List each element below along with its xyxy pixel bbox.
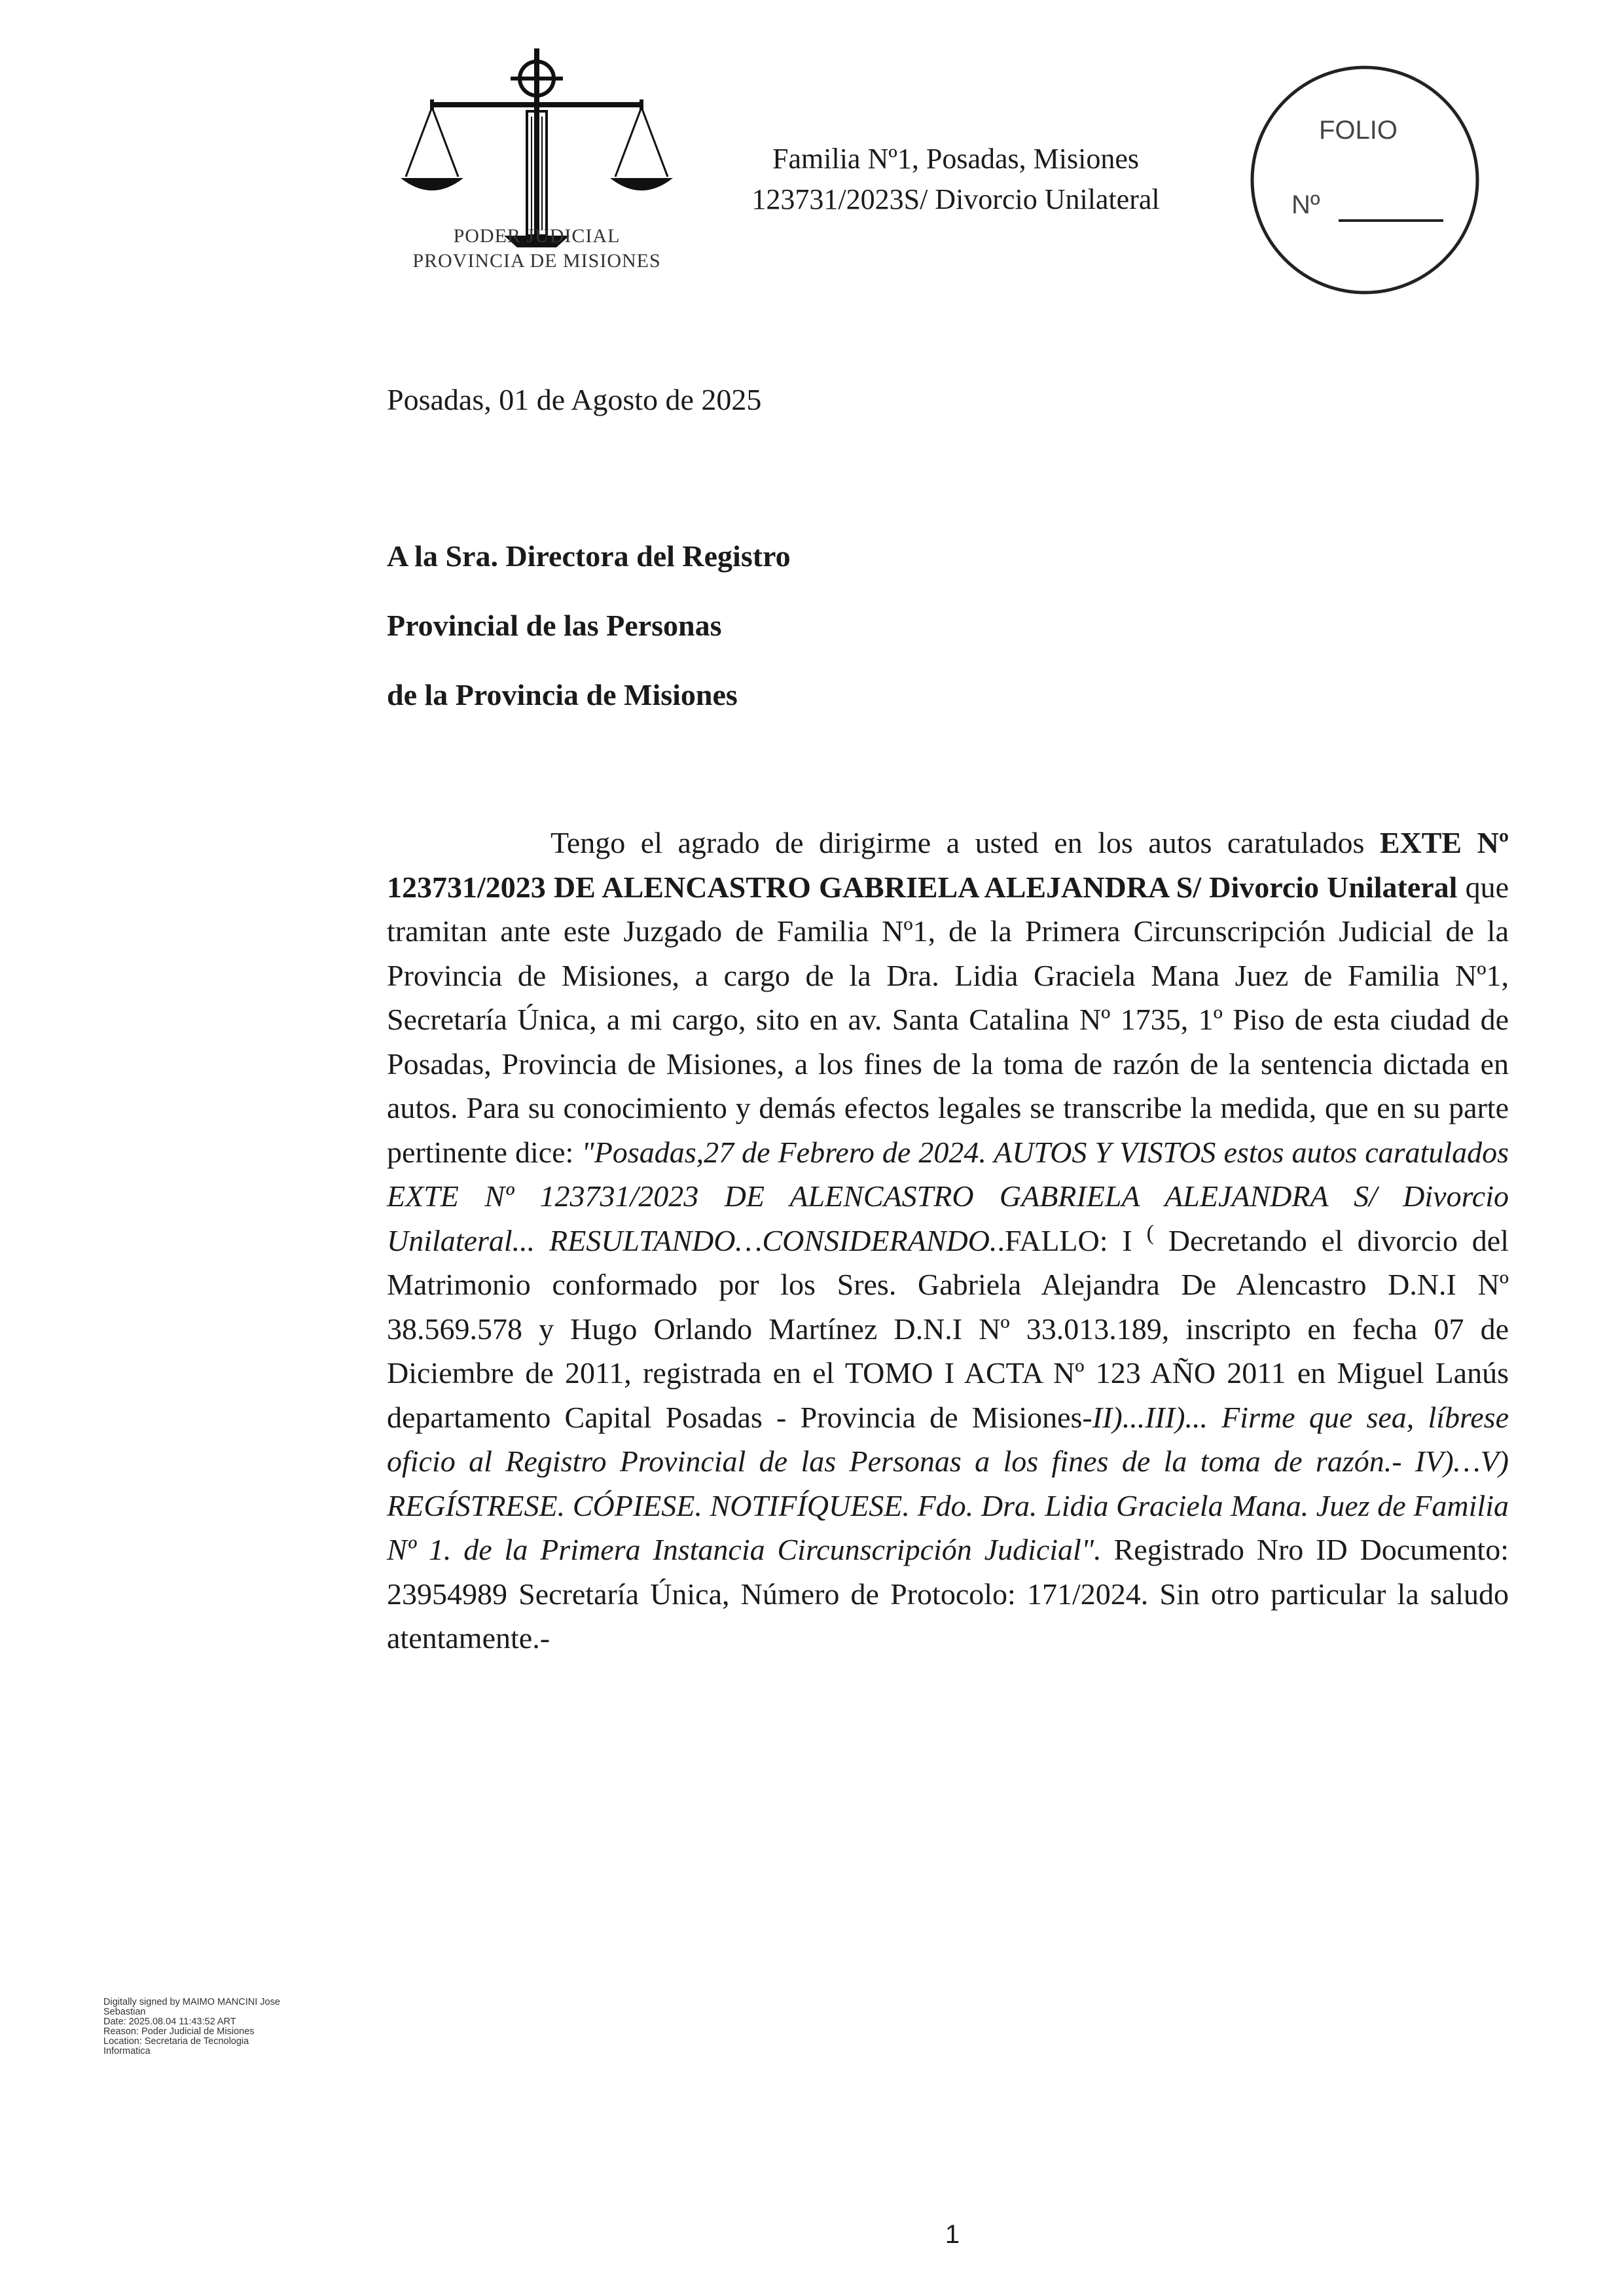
logo-line-2: PROVINCIA DE MISIONES	[412, 250, 661, 272]
case-header-court: Familia Nº1, Posadas, Misiones	[772, 143, 1139, 175]
signature-location-cont: Informatica	[103, 2046, 151, 2056]
body-divorce-decree: Decretando el divorcio del Matrimonio conformado por los Sres. Gabriela Alejandra De Alencastro D.N.I Nº 38.569.578 y Hugo Orlando Martínez D.N.I Nº 33.013.189, inscripto en fecha 07 de Diciembre de 2011, registrada en el TOMO I ACTA Nº 123 AÑO 2011 en Miguel Lanús departamento Capital Posadas - Provincia de Misiones	[387, 1223, 1509, 1434]
poder-judicial-logo	[393, 39, 681, 288]
addressee-block	[387, 522, 791, 730]
signature-signer-cont: Sebastian	[103, 2007, 146, 2017]
signature-location: Location: Secretaria de Tecnologia	[103, 2036, 249, 2047]
fallo-paren: (	[1146, 1221, 1154, 1246]
addressee-line-2: Provincial de las Personas	[387, 609, 722, 642]
logo-text	[393, 224, 681, 274]
letter-date: Posadas, 01 de Agosto de 2025	[387, 383, 762, 416]
letter-body	[387, 821, 1509, 1660]
folio-number-label: Nº	[1291, 190, 1320, 219]
body-fallo-label: .FALLO: I	[997, 1223, 1132, 1257]
addressee-line-1: A la Sra. Directora del Registro	[387, 539, 791, 573]
page-number: 1	[945, 2220, 960, 2249]
signature-date: Date: 2025.08.04 11:43:52 ART	[103, 2017, 236, 2027]
logo-line-1: PODER JUDICIAL	[453, 225, 621, 247]
folio-title: FOLIO	[1319, 116, 1398, 145]
body-registration: Registrado Nro ID Documento: 23954989 Secretaría Única, Número de Protocolo: 171/2024. Sin otro particular la saludo atentamente.-	[387, 1533, 1509, 1655]
sentence-quote-closing: -II)...III)... Firme que sea, líbrese oficio al Registro Provincial de las Personas a los fines de la toma de razón.- IV)…V) REGÍSTRESE. CÓPIESE. NOTIFÍQUESE. Fdo. Dra. Lidia Graciela Mana. Juez de Familia Nº 1. de la Primera Instancia Circunscripción Judicial".	[387, 1400, 1509, 1566]
body-intro: Tengo el agrado de dirigirme a usted en los autos caratulados	[550, 826, 1380, 859]
folio-stamp	[1247, 62, 1483, 298]
case-header	[655, 139, 1257, 220]
signature-signer: Digitally signed by MAIMO MANCINI Jose	[103, 1997, 280, 2007]
case-header-number: 123731/2023S/ Divorcio Unilateral	[751, 183, 1160, 215]
sentence-quote-intro: "Posadas,27 de Febrero de 2024. AUTOS Y VISTOS estos autos caratulados EXTE Nº 123731/2023 DE ALENCASTRO GABRIELA ALEJANDRA S/ Divorcio Unilateral... RESULTANDO…CONSIDERANDO.	[387, 1135, 1509, 1257]
addressee-line-3: de la Provincia de Misiones	[387, 678, 738, 711]
digital-signature-block	[103, 1998, 326, 2056]
case-title: EXTE Nº 123731/2023 DE ALENCASTRO GABRIELA ALEJANDRA S/ Divorcio Unilateral	[387, 826, 1509, 904]
signature-reason: Reason: Poder Judicial de Misiones	[103, 2026, 255, 2037]
body-court-details: que tramitan ante este Juzgado de Familia Nº1, de la Primera Circunscripción Judicial de la Provincia de Misiones, a cargo de la Dra. Lidia Graciela Mana Juez de Familia Nº1, Secretaría Única, a mi cargo, sito en av. Santa Catalina Nº 1735, 1º Piso de esta ciudad de Posadas, Provincia de Misiones, a los fines de la toma de razón de la sentencia dictada en autos. Para su conocimiento y demás efectos legales se transcribe la medida, que en su parte pertinente dice:	[387, 870, 1509, 1169]
